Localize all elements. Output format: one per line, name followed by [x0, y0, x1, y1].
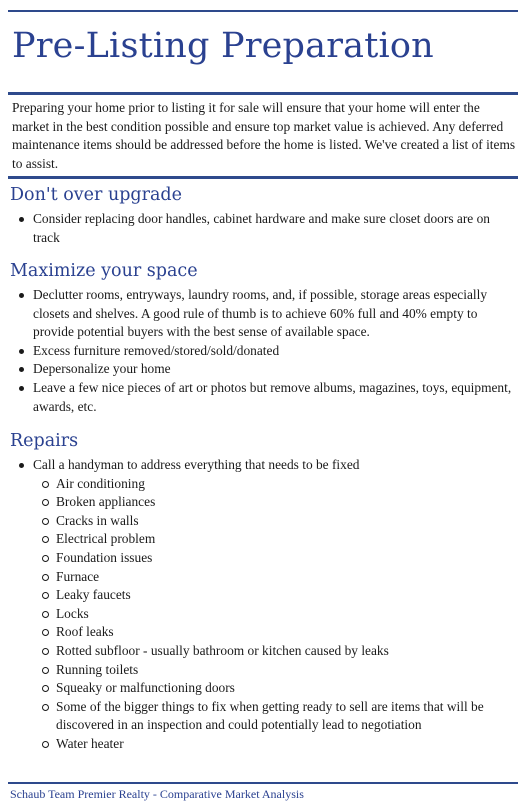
list-item — [10, 456, 518, 754]
sub-list-item: Cracks in walls — [33, 512, 518, 531]
section-dont-over-upgrade — [10, 184, 518, 247]
sub-list-item: Rotted subfloor - usually bathroom or kitchen caused by leaks — [33, 642, 518, 661]
sub-list-item: Roof leaks — [33, 623, 518, 642]
bullet-list — [10, 286, 518, 416]
sub-list-item: Broken appliances — [33, 493, 518, 512]
title-rule — [8, 92, 518, 95]
section-repairs — [10, 430, 518, 754]
section-maximize-space — [10, 260, 518, 416]
sub-list-item: Some of the bigger things to fix when getting ready to sell are items that will be discovered in an inspection and could potentially lead to negotiation — [33, 698, 518, 735]
page-title: Pre-Listing Preparation — [12, 26, 434, 66]
sub-list-item: Running toilets — [33, 661, 518, 680]
top-rule — [8, 10, 518, 12]
list-item: Declutter rooms, entryways, laundry rooms, and, if possible, storage areas especially closets and shelves. A good rule of thumb is to achieve 60% full and 40% empty to provide potential buyers with the best sense of available space. — [10, 286, 518, 342]
list-item: Depersonalize your home — [10, 360, 518, 379]
list-item: Excess furniture removed/stored/sold/donated — [10, 342, 518, 361]
footer-text: Schaub Team Premier Realty - Comparative Market Analysis — [10, 787, 304, 801]
sub-bullet-list — [33, 475, 518, 754]
sub-list-item: Locks — [33, 605, 518, 624]
section-heading: Don't over upgrade — [10, 185, 182, 205]
sub-list-item: Water heater — [33, 735, 518, 754]
list-item: Leave a few nice pieces of art or photos but remove albums, magazines, toys, equipment, awards, etc. — [10, 379, 518, 416]
list-item: Consider replacing door handles, cabinet hardware and make sure closet doors are on track — [10, 210, 518, 247]
bullet-list — [10, 210, 518, 247]
sub-list-item: Leaky faucets — [33, 586, 518, 605]
intro-rule — [8, 176, 518, 179]
intro-paragraph: Preparing your home prior to listing it for sale will ensure that your home will enter the market in the best condition possible and ensure top market value is achieved. Any deferred maintenance items should be addressed before the home is listed. We've created a list of items to assist. — [12, 100, 516, 171]
sub-list-item: Air conditioning — [33, 475, 518, 494]
sub-list-item: Foundation issues — [33, 549, 518, 568]
sub-list-item: Electrical problem — [33, 530, 518, 549]
section-heading: Maximize your space — [10, 261, 198, 281]
sub-list-item: Squeaky or malfunctioning doors — [33, 679, 518, 698]
footer-rule — [8, 782, 518, 784]
section-heading: Repairs — [10, 431, 79, 451]
sub-list-item: Furnace — [33, 568, 518, 587]
bullet-list — [10, 456, 518, 754]
list-item-text: Call a handyman to address everything that needs to be fixed — [33, 457, 360, 472]
